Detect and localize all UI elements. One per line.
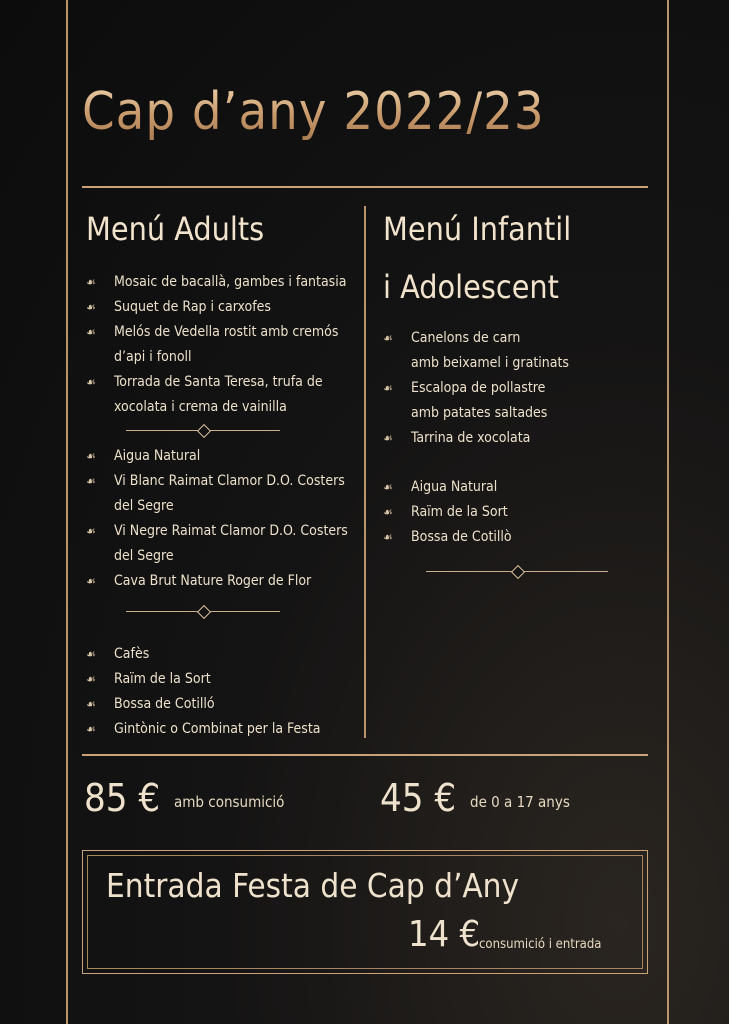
leaf-bullet-icon: ☙ bbox=[383, 431, 393, 445]
menu-item-text: Canelons de carn bbox=[411, 330, 521, 346]
menu-item-text: del Segre bbox=[114, 548, 174, 564]
menu-item-text: Cava Brut Nature Roger de Flor bbox=[114, 573, 312, 589]
adults-extras-list bbox=[86, 642, 356, 742]
kids-price: 45 € bbox=[380, 776, 457, 820]
menu-item-text: Aigua Natural bbox=[114, 448, 201, 464]
adults-drinks-list bbox=[86, 444, 356, 594]
menu-item-text: Vi Negre Raimat Clamor D.O. Costers bbox=[114, 523, 348, 539]
menu-item-text: Raïm de la Sort bbox=[114, 671, 211, 687]
entry-price: 14 € bbox=[408, 914, 481, 955]
menu-item-text: Melós de Vedella rostit amb cremós bbox=[114, 324, 339, 340]
menu-item-text: Aigua Natural bbox=[411, 479, 498, 495]
kids-menu-heading-line2: i Adolescent bbox=[383, 268, 559, 306]
adults-price: 85 € bbox=[84, 776, 161, 820]
menu-item bbox=[383, 500, 653, 525]
leaf-bullet-icon: ☙ bbox=[383, 381, 393, 395]
leaf-bullet-icon: ☙ bbox=[86, 697, 96, 711]
page-title: Cap d’any 2022/23 bbox=[82, 82, 662, 142]
menu-item-text: Cafès bbox=[114, 646, 150, 662]
menu-item bbox=[383, 326, 653, 376]
menu-item bbox=[86, 270, 356, 295]
menu-item bbox=[86, 370, 356, 420]
leaf-bullet-icon: ☙ bbox=[86, 375, 96, 389]
leaf-bullet-icon: ☙ bbox=[86, 647, 96, 661]
menu-item-text: Suquet de Rap i carxofes bbox=[114, 299, 271, 315]
menu-item bbox=[383, 426, 653, 451]
menu-item-text: Tarrina de xocolata bbox=[411, 430, 531, 446]
menu-item bbox=[86, 444, 356, 469]
ornament-divider bbox=[126, 426, 280, 434]
menu-item bbox=[383, 525, 653, 550]
menu-item bbox=[383, 475, 653, 500]
leaf-bullet-icon: ☙ bbox=[383, 480, 393, 494]
leaf-bullet-icon: ☙ bbox=[86, 672, 96, 686]
menu-item-text: Raïm de la Sort bbox=[411, 504, 508, 520]
menu-item-text: Vi Blanc Raimat Clamor D.O. Costers bbox=[114, 473, 345, 489]
leaf-bullet-icon: ☙ bbox=[86, 325, 96, 339]
menu-item-text: xocolata i crema de vainilla bbox=[114, 399, 287, 415]
leaf-bullet-icon: ☙ bbox=[86, 300, 96, 314]
right-frame-line bbox=[667, 0, 669, 1024]
kids-food-list bbox=[383, 326, 653, 451]
menu-item-text: Gintònic o Combinat per la Festa bbox=[114, 721, 321, 737]
adults-price-note: amb consumició bbox=[174, 793, 285, 811]
entry-label: Entrada Festa de Cap d’Any bbox=[106, 866, 520, 905]
menu-item bbox=[86, 642, 356, 667]
leaf-bullet-icon: ☙ bbox=[86, 722, 96, 736]
menu-item bbox=[86, 667, 356, 692]
leaf-bullet-icon: ☙ bbox=[383, 530, 393, 544]
menu-item-text: del Segre bbox=[114, 498, 174, 514]
kids-price-note: de 0 a 17 anys bbox=[470, 793, 570, 811]
kids-menu-heading-line1: Menú Infantil bbox=[383, 210, 572, 248]
menu-item-text: Escalopa de pollastre bbox=[411, 380, 546, 396]
leaf-bullet-icon: ☙ bbox=[383, 505, 393, 519]
menu-item bbox=[383, 376, 653, 426]
ornament-divider bbox=[126, 607, 280, 615]
left-frame-line bbox=[66, 0, 68, 1024]
prices-divider bbox=[82, 754, 648, 756]
menu-item-text: Bossa de Cotillò bbox=[411, 529, 512, 545]
kids-drinks-list bbox=[383, 475, 653, 550]
title-divider bbox=[82, 186, 648, 188]
menu-item-text: Bossa de Cotilló bbox=[114, 696, 215, 712]
menu-item-text: amb patates saltades bbox=[411, 405, 548, 421]
adults-menu-heading: Menú Adults bbox=[86, 210, 265, 248]
adults-food-list bbox=[86, 270, 356, 420]
menu-item-text: Torrada de Santa Teresa, trufa de bbox=[114, 374, 323, 390]
menu-item bbox=[86, 295, 356, 320]
entry-price-note: consumició i entrada bbox=[479, 937, 602, 952]
leaf-bullet-icon: ☙ bbox=[86, 474, 96, 488]
menu-item bbox=[86, 519, 356, 569]
leaf-bullet-icon: ☙ bbox=[86, 449, 96, 463]
column-divider bbox=[364, 206, 366, 738]
leaf-bullet-icon: ☙ bbox=[383, 331, 393, 345]
menu-item-text: d’api i fonoll bbox=[114, 349, 192, 365]
menu-item-text: Mosaic de bacallà, gambes i fantasia bbox=[114, 274, 347, 290]
menu-item bbox=[86, 569, 356, 594]
menu-item-text: amb beixamel i gratinats bbox=[411, 355, 569, 371]
leaf-bullet-icon: ☙ bbox=[86, 574, 96, 588]
leaf-bullet-icon: ☙ bbox=[86, 524, 96, 538]
ornament-divider bbox=[426, 567, 608, 575]
menu-item bbox=[86, 320, 356, 370]
leaf-bullet-icon: ☙ bbox=[86, 275, 96, 289]
menu-item bbox=[86, 717, 356, 742]
menu-item bbox=[86, 469, 356, 519]
menu-item bbox=[86, 692, 356, 717]
